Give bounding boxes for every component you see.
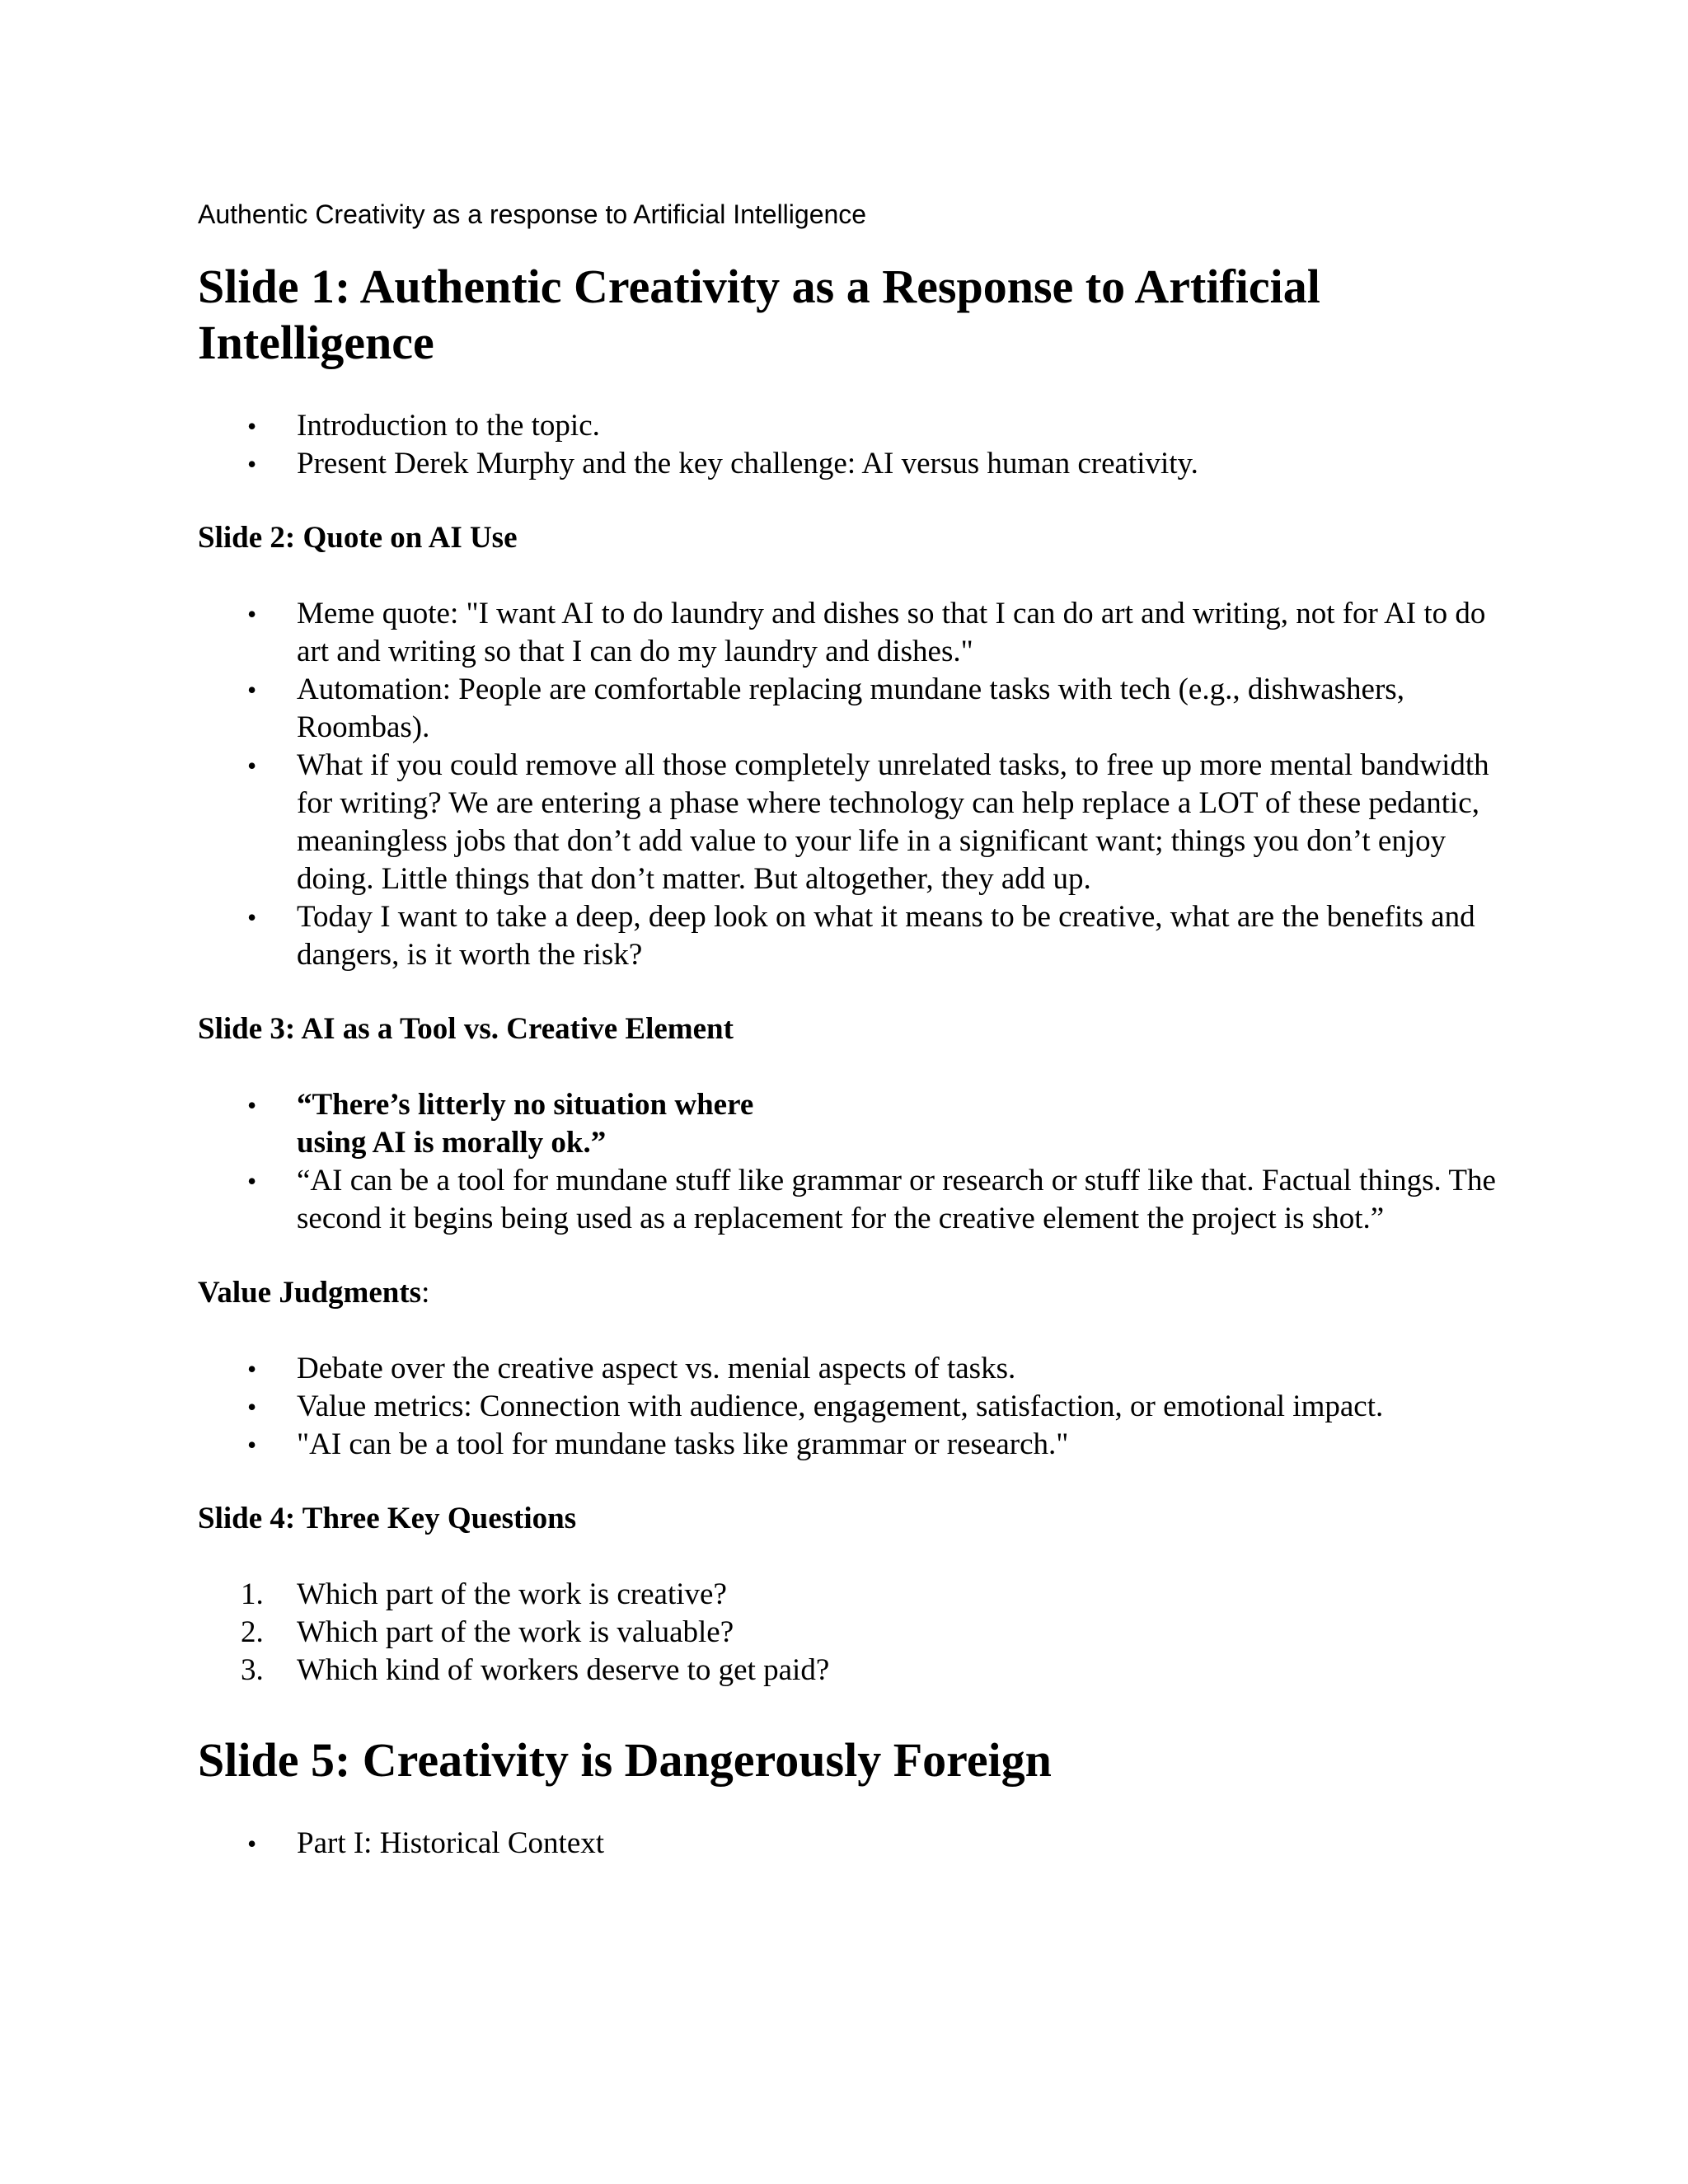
slide-4-numbered-list — [198, 1576, 1500, 1690]
list-item: • What if you could remove all those completely unrelated tasks, to free up more mental bandwidth for writing? We are entering a phase where technology can help replace a LOT of these pedantic, meaningless jobs that don’t add value to your life in a significant want; things you don’t enjoy doing. Little things that don’t matter. But altogether, they add up. — [198, 747, 1500, 898]
value-judgments-colon: : — [421, 1276, 430, 1310]
list-item — [198, 1086, 1500, 1162]
list-item-text: Which part of the work is creative? — [297, 1577, 727, 1611]
list-number: 1. — [241, 1577, 264, 1611]
list-item-text: Which part of the work is valuable? — [297, 1615, 734, 1649]
list-item — [198, 1576, 1500, 1614]
list-item: • Part I: Historical Context — [198, 1825, 1500, 1863]
list-item: • Today I want to take a deep, deep look on what it means to be creative, what are the benefits and dangers, is it worth the risk? — [198, 898, 1500, 974]
slide-2-title: Slide 2: Quote on AI Use — [198, 521, 518, 555]
list-number: 3. — [241, 1653, 264, 1687]
value-judgments-label: Value Judgments — [198, 1276, 422, 1310]
list-item: • "AI can be a tool for mundane tasks like grammar or research." — [198, 1426, 1500, 1464]
document-header: Authentic Creativity as a response to Artificial Intelligence — [198, 199, 867, 229]
list-item: • Value metrics: Connection with audience, engagement, satisfaction, or emotional impact. — [198, 1388, 1500, 1426]
slide-1-bullets — [198, 407, 1500, 483]
slide-3-bullets — [198, 1086, 1500, 1238]
list-item: • Automation: People are comfortable replacing mundane tasks with tech (e.g., dishwashers, Roombas). — [198, 671, 1500, 747]
bold-quote-line: using AI is morally ok.” — [297, 1126, 607, 1160]
slide-3-title: Slide 3: AI as a Tool vs. Creative Element — [198, 1012, 734, 1046]
list-number: 2. — [241, 1615, 264, 1649]
list-item: • “AI can be a tool for mundane stuff like grammar or research or stuff like that. Factual things. The second it begins being used as a replacement for the creative element the project is shot.” — [198, 1162, 1500, 1238]
bold-quote-line: • “There’s litterly no situation where — [297, 1088, 754, 1122]
slide-2-bullets — [198, 595, 1500, 974]
slide-5-bullets — [198, 1825, 1500, 1863]
slide-4-title: Slide 4: Three Key Questions — [198, 1502, 577, 1535]
document-page — [198, 198, 1500, 1863]
value-judgments-heading — [198, 1274, 1500, 1312]
list-item — [198, 1652, 1500, 1690]
list-item: • Introduction to the topic. — [198, 407, 1500, 445]
slide-5-title: Slide 5: Creativity is Dangerously Foreign — [198, 1733, 1052, 1787]
list-item — [198, 1614, 1500, 1652]
list-item-text: Which kind of workers deserve to get paid? — [297, 1653, 830, 1687]
list-item: • Debate over the creative aspect vs. menial aspects of tasks. — [198, 1350, 1500, 1388]
slide-1-title: Slide 1: Authentic Creativity as a Response to Artificial Intelligence — [198, 260, 1320, 369]
list-item: • Present Derek Murphy and the key challenge: AI versus human creativity. — [198, 445, 1500, 483]
value-judgments-bullets — [198, 1350, 1500, 1464]
list-item: • Meme quote: "I want AI to do laundry and dishes so that I can do art and writing, not for AI to do art and writing so that I can do my laundry and dishes." — [198, 595, 1500, 671]
